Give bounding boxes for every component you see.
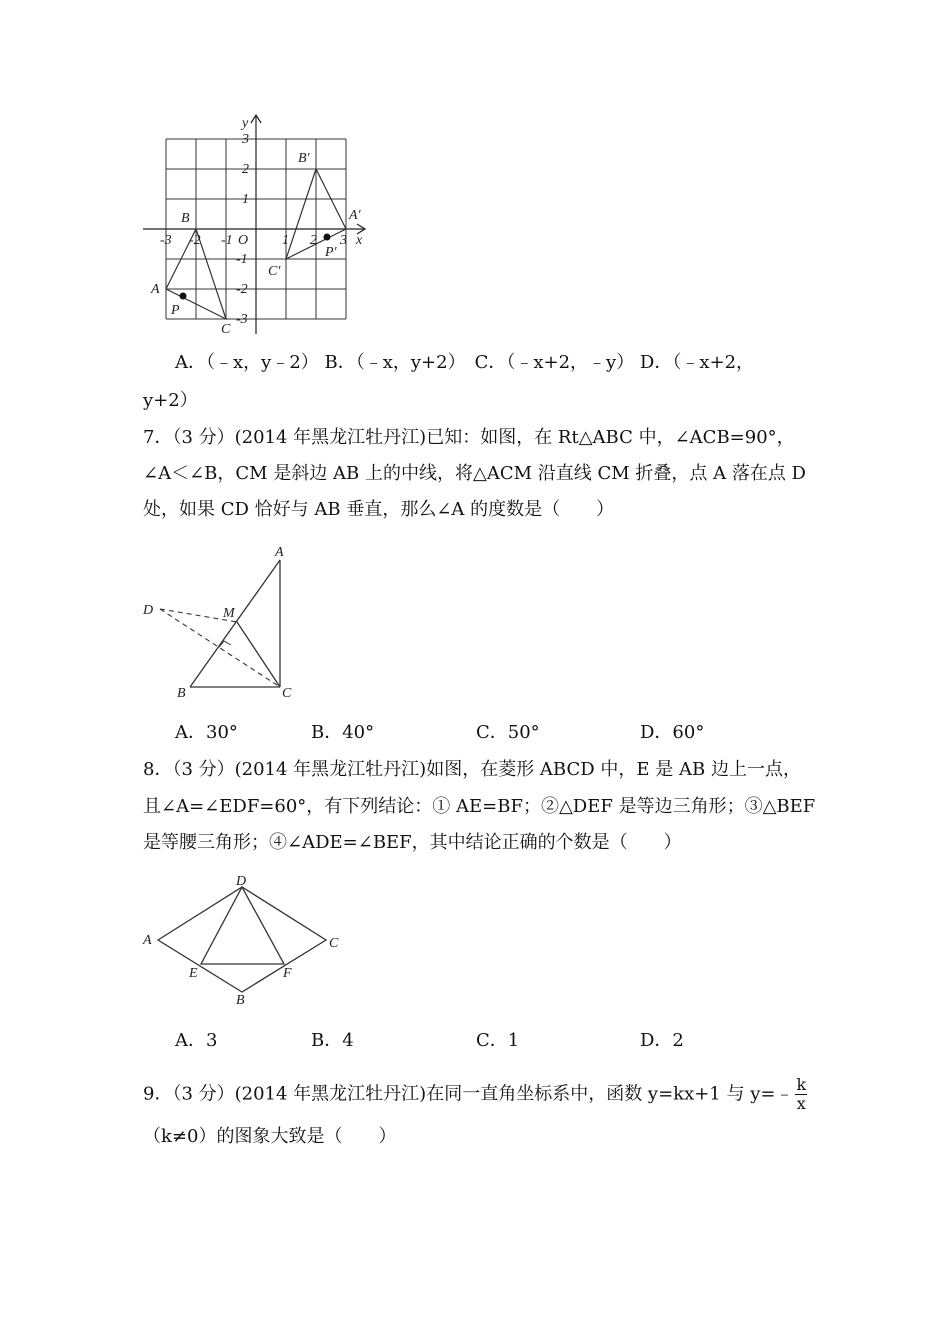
q9-stem-text: 9．（3 分）(2014 年黑龙江牡丹江)在同一直角坐标系中，函数 y=kx+1 与 y=﹣ [143,1083,794,1105]
q6-options-line2: y+2） [143,390,198,411]
q7-stem-line3: 处，如果 CD 恰好与 AB 垂直，那么∠A 的度数是（ ） [143,499,615,520]
label-c-prime: C′ [268,264,281,279]
y-tick: 3 [242,132,249,147]
q8-stem-line3: 是等腰三角形；④∠ADE=∠BEF，其中结论正确的个数是（ ） [143,832,682,853]
x-tick: -3 [160,233,172,248]
label-b: B [177,686,186,700]
x-tick: 3 [340,233,347,248]
label-b: B [236,993,245,1008]
q6-coordinate-figure [140,110,380,340]
label-m: M [223,606,235,621]
q8-rhombus-figure [140,868,350,1013]
fraction-k-over-x [795,1076,807,1113]
q8-option-c[interactable]: C．1 [476,1030,520,1051]
label-d: D [143,603,154,618]
label-c: C [221,322,231,337]
q6-options-line1: A．（﹣x，y﹣2） B．（﹣x，y+2） C．（﹣x+2，﹣y） D．（﹣x+2， [175,352,755,373]
y-axis-label: y [242,116,249,131]
y-tick: -3 [236,312,248,327]
origin-label: O [238,233,249,248]
q8-stem-line2: 且∠A=∠EDF=60°，有下列结论：① AE=BF；②△DEF 是等边三角形；③△BEF [143,796,816,817]
point-p-prime [324,234,331,241]
q8-option-d[interactable]: D．2 [640,1030,684,1051]
q7-stem-line2: ∠A＜∠B，CM 是斜边 AB 上的中线，将△ACM 沿直线 CM 折叠，点 A 落在点 D [143,463,806,484]
label-f: F [283,966,292,981]
q9-stem-line2: （k≠0）的图象大致是（ ） [143,1126,397,1147]
y-tick: -1 [236,252,248,267]
q7-option-c[interactable]: C．50° [476,722,540,743]
label-a-prime: A′ [349,208,361,223]
label-b-prime: B′ [298,151,310,166]
label-d: D [236,874,247,889]
axes [143,115,365,334]
label-b: B [181,211,190,226]
x-tick: -2 [189,233,201,248]
label-a: A [275,545,284,560]
q9-stem-line1 [143,1076,807,1113]
q8-option-a[interactable]: A．3 [175,1030,218,1051]
x-tick: -1 [221,233,233,248]
fraction-denominator: x [796,1094,806,1113]
q8-stem-line1: 8．（3 分）(2014 年黑龙江牡丹江)如图，在菱形 ABCD 中，E 是 AB 边上一点， [143,759,801,780]
q7-option-a[interactable]: A．30° [175,722,238,743]
point-p [180,293,187,300]
label-c: C [282,686,292,700]
fraction-numerator: k [796,1075,807,1094]
label-a: A [143,933,152,948]
x-axis-label: x [356,233,363,248]
label-c: C [329,936,339,951]
y-tick: 2 [242,162,249,177]
label-e: E [189,966,198,981]
q7-option-b[interactable]: B．40° [311,722,375,743]
x-tick: 2 [310,233,317,248]
q7-triangle-figure [140,540,300,700]
label-p: P [171,303,180,318]
q8-option-b[interactable]: B．4 [311,1030,354,1051]
q7-stem-line1: 7．（3 分）(2014 年黑龙江牡丹江)已知：如图，在 Rt△ABC 中，∠ACB=90°， [143,427,795,448]
q7-option-d[interactable]: D．60° [640,722,705,743]
label-p-prime: P′ [325,245,337,260]
y-tick: -2 [236,282,248,297]
x-tick: 1 [282,233,289,248]
label-a: A [151,282,160,297]
y-tick: 1 [242,192,249,207]
